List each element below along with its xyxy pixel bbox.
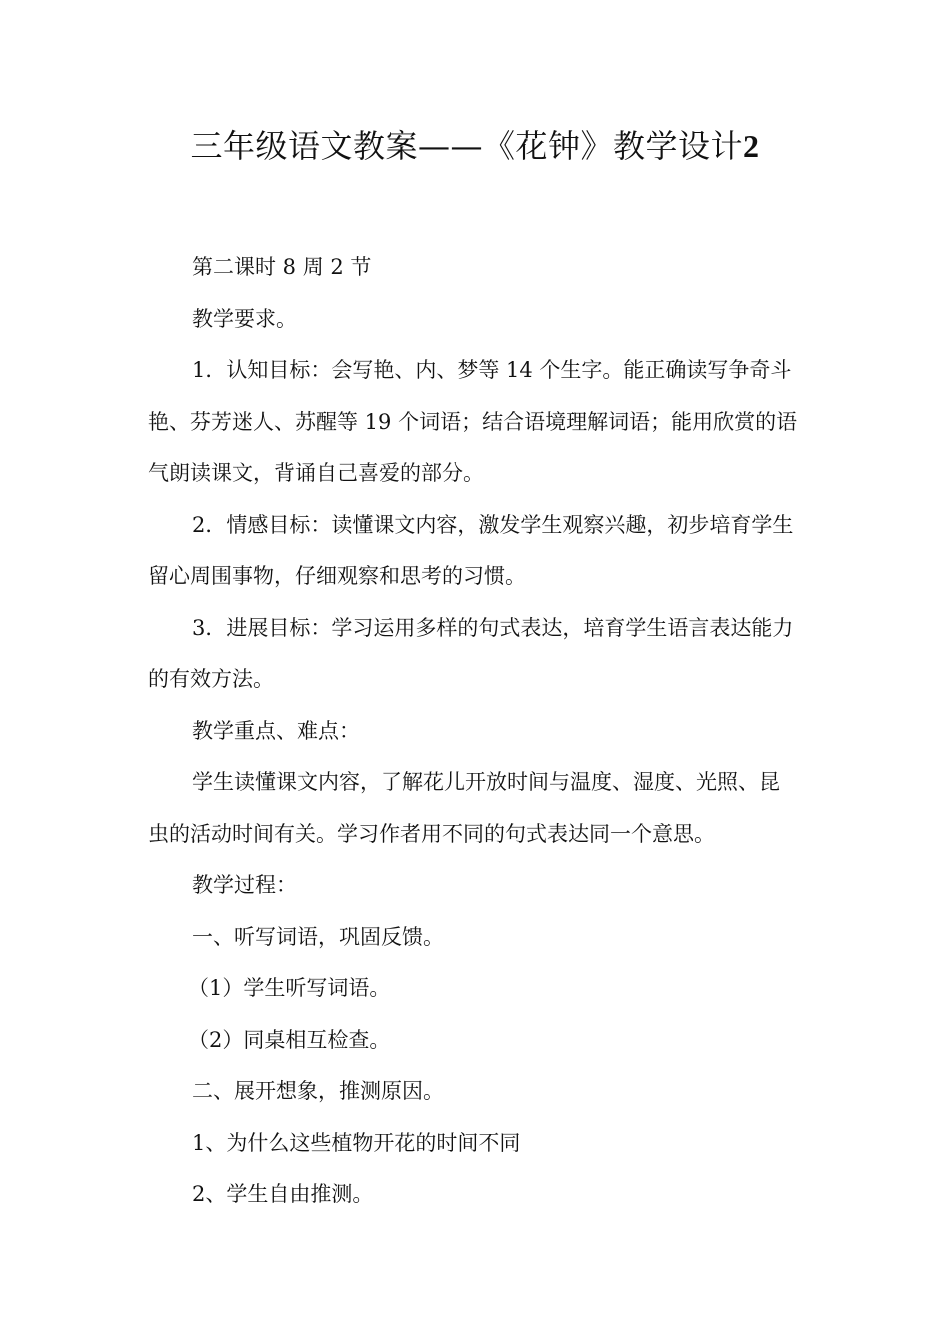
paragraph-step-two-q2: 2、学生自由推测。: [192, 1182, 374, 1206]
paragraph-lesson-period: 第二课时 8 周 2 节: [192, 255, 372, 279]
paragraph-process-heading: 教学过程：: [192, 873, 297, 897]
paragraph-step-two-q1: 1、为什么这些植物开花的时间不同: [192, 1130, 521, 1155]
document-title-number: 2: [743, 128, 760, 164]
paragraph-cognitive-goal: 1．认知目标：会写艳、内、梦等 14 个生字。能正确读写争奇斗艳、芬芳迷人、苏醒等 19 个词语；结合语境理解词语；能用欣赏的语气朗读课文，背诵自己喜爱的部分。: [148, 358, 798, 485]
paragraph-key-points-heading: 教学重点、难点：: [192, 718, 360, 743]
paragraph-step-one-a: （1）学生听写词语。: [188, 976, 391, 1000]
paragraph-teaching-requirements: 教学要求。: [192, 306, 297, 331]
paragraph-step-one: 一、听写词语，巩固反馈。: [192, 924, 444, 949]
document-title: [0, 122, 950, 170]
paragraph-emotional-goal: 2．情感目标：读懂课文内容，激发学生观察兴趣，初步培育学生留心周围事物，仔细观察和思考的习惯。: [148, 512, 794, 588]
paragraph-step-two: 二、展开想象，推测原因。: [192, 1079, 444, 1103]
paragraph-key-points: 学生读懂课文内容，了解花儿开放时间与温度、湿度、光照、昆虫的活动时间有关。学习作者用不同的句式表达同一个意思。: [148, 770, 780, 846]
paragraph-development-goal: 3．进展目标：学习运用多样的句式表达，培育学生语言表达能力的有效方法。: [148, 615, 794, 691]
paragraph-step-one-b: （2）同桌相互检查。: [188, 1027, 391, 1052]
document-title-text: 三年级语文教案——《花钟》教学设计: [190, 127, 743, 165]
document-body: [148, 242, 798, 1221]
